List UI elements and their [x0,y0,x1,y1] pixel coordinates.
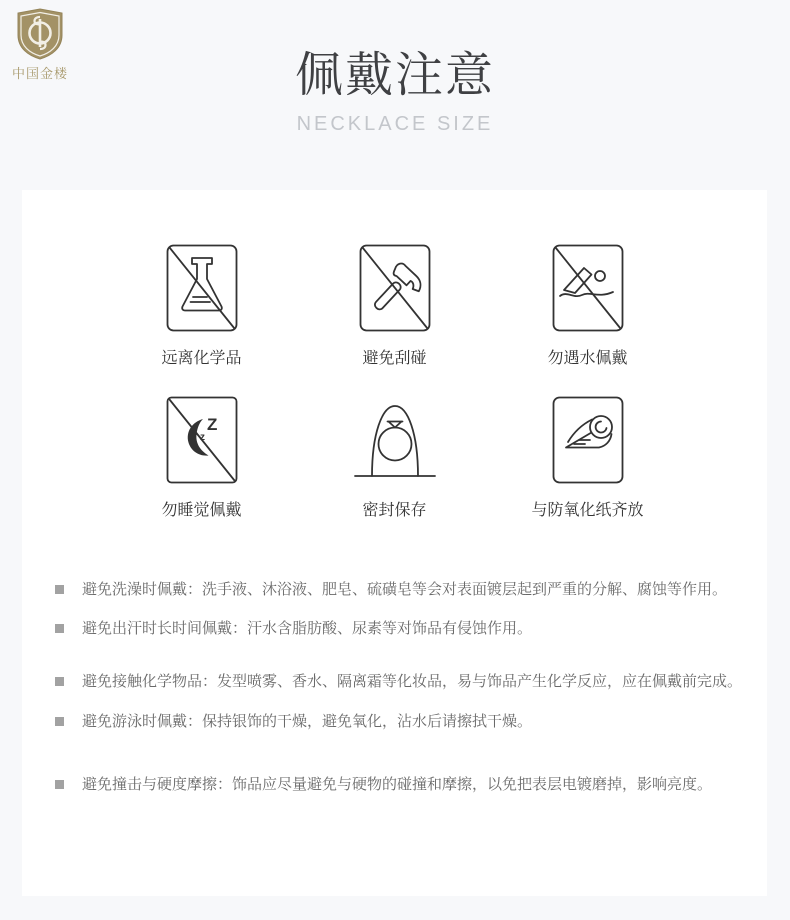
list-item [55,771,743,798]
care-item-scratch [298,244,491,368]
brand-name: 中国金楼 [11,66,68,81]
bullet-square-icon [55,780,64,789]
care-item-chemicals [105,244,298,368]
bullet-square-icon [55,585,64,594]
list-item [55,708,743,735]
svg-text:Z: Z [206,415,217,434]
care-notes-list [55,576,743,798]
icon-label: 勿遇水佩戴 [547,350,628,367]
list-item [55,668,743,695]
care-icons-grid [22,244,767,520]
care-item-water [491,244,684,368]
svg-text:z: z [199,432,205,443]
bullet-square-icon [55,717,64,726]
note-text: 避免接触化学物品：发型喷雾、香水、隔离霜等化妆品，易与饰品产生化学反应，应在佩戴前完成。 [82,673,743,690]
icon-label: 勿睡觉佩戴 [161,502,242,519]
list-item [55,615,743,642]
no-hammer-scratch-icon [359,244,431,332]
list-item [55,576,743,603]
bullet-square-icon [55,677,64,686]
note-text: 避免游泳时佩戴：保持银饰的干燥，避免氧化，沾水后请擦拭干燥。 [82,713,533,730]
note-text: 避免撞击与硬度摩擦：饰品应尽量避免与硬物的碰撞和摩擦，以免把表层电镀磨掉，影响亮度。 [82,776,713,793]
icon-label: 密封保存 [362,502,427,519]
note-text: 避免出汗时长时间佩戴：汗水含脂肪酸、尿素等对饰品有侵蚀作用。 [82,620,533,637]
sealed-storage-ring-icon [353,396,437,484]
care-item-sealed [298,396,491,520]
care-item-paper [491,396,684,520]
icon-row-1 [22,244,767,368]
anti-oxidation-paper-icon [552,396,624,484]
icon-label: 与防氧化纸齐放 [531,502,644,519]
page-header [0,48,790,136]
note-text: 避免洗澡时佩戴：洗手液、沐浴液、肥皂、硫磺皂等会对表面镀层起到严重的分解、腐蚀等作用。 [82,581,728,598]
icon-label: 避免刮碰 [362,350,427,367]
page-title: 佩戴注意 [294,49,495,102]
icon-label: 远离化学品 [161,350,242,367]
no-chemicals-flask-icon [166,244,238,332]
icon-row-2 [22,396,767,520]
bullet-square-icon [55,624,64,633]
page-subtitle: NECKLACE SIZE [296,113,494,135]
no-swimming-water-icon [552,244,624,332]
no-sleep-icon [166,396,238,484]
content-panel [22,190,767,896]
care-item-sleep [105,396,298,520]
